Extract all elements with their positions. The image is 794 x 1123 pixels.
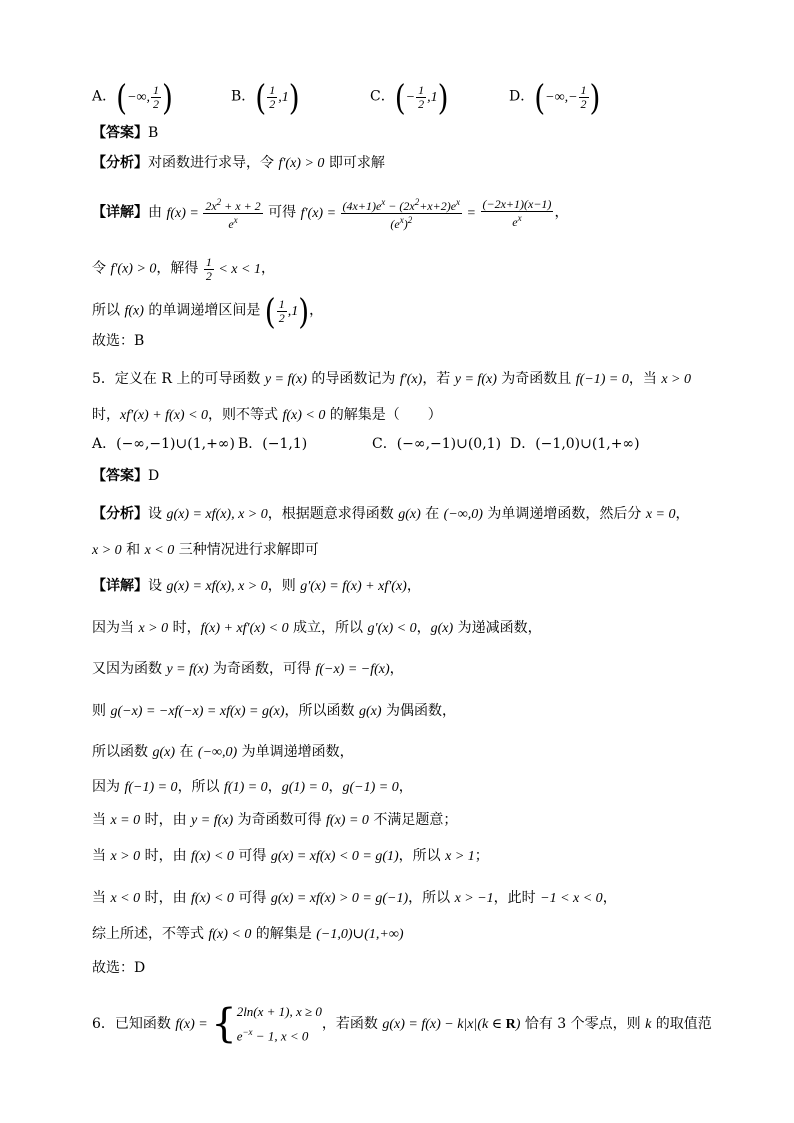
q5-option-a: A．(−∞,−1)∪(1,+∞) xyxy=(92,436,235,452)
q5-line6: 因为 f(−1) = 0，所以 f(1) = 0，g(1) = 0，g(−1) = 0， xyxy=(92,779,413,795)
q4-answer: 【答案】B xyxy=(92,125,159,141)
q5-line4: 则 g(−x) = −xf(−x) = xf(x) = g(x)，所以函数 g(x) 为偶函数， xyxy=(92,703,456,719)
q4-analysis: 【分析】对函数进行求导，令 f′(x) > 0 即可求解 xyxy=(92,155,385,171)
q4-line2: 令 f′(x) > 0，解得 $\frac{1}{2}$ < x < 1， xyxy=(92,255,275,283)
option-b: B．( $\frac{1}{2}$ ,1) xyxy=(231,76,300,118)
q5-option-c: C．(−∞,−1)∪(0,1) xyxy=(372,436,502,452)
q5-line10: 综上所述，不等式 f(x) < 0 的解集是 (−1,0)∪(1,+∞) xyxy=(92,926,404,942)
q5-line3: 又因为函数 y = f(x) 为奇函数，可得 f(−x) = −f(x)， xyxy=(92,661,404,677)
q4-line3: 所以 f(x) 的单调递增区间是 ( $\frac{1}{2}$ ,1)， xyxy=(92,290,324,332)
q4-choose: 故选：B xyxy=(92,333,145,349)
q5-analysis: 【分析】设 g(x) = xf(x), x > 0，根据题意求得函数 g(x) 在 (−∞,0) 为单调递增函数，然后分 x = 0， xyxy=(92,506,690,522)
q5-analysis-2: x > 0 和 x < 0 三种情况进行求解即可 xyxy=(92,542,319,558)
q5-line9: 当 x < 0 时，由 f(x) < 0 可得 g(x) = xf(x) > 0 = g(−1)，所以 x > −1，此时 −1 < x < 0， xyxy=(92,890,617,906)
q5-detail: 【详解】设 g(x) = xf(x), x > 0，则 g′(x) = f(x) + xf′(x)， xyxy=(92,578,421,594)
q5-option-b: B．(−1,1) xyxy=(238,436,308,452)
option-a: A．(−∞, $\frac{1}{2}$ ) xyxy=(92,76,173,118)
q5-stem: 5．定义在 R 上的可导函数 y = f(x) 的导函数记为 f′(x)，若 y = f(x) 为奇函数且 f(−1) = 0，当 x > 0 xyxy=(92,371,691,387)
q5-option-d: D．(−1,0)∪(1,+∞) xyxy=(510,436,640,452)
q5-line5: 所以函数 g(x) 在 (−∞,0) 为单调递增函数， xyxy=(92,744,354,760)
q6-stem: 6．已知函数 f(x) = { 2ln(x + 1), x ≥ 0 $e^{-x} - 1$, x < 0 ，若函数 g(x) = f(x) − k|x|(k ∈ R) 恰有 3 个零点，则 k 的取值范 xyxy=(92,1001,712,1048)
q5-choose: 故选：D xyxy=(92,960,146,976)
q5-stem-2: 时，xf′(x) + f(x) < 0，则不等式 f(x) < 0 的解集是（ ） xyxy=(92,407,442,423)
option-c: C．(− $\frac{1}{2}$ ,1) xyxy=(370,76,449,118)
q5-line2: 因为当 x > 0 时，f(x) + xf′(x) < 0 成立，所以 g′(x) < 0，g(x) 为递减函数， xyxy=(92,620,542,636)
q5-line7: 当 x = 0 时，由 y = f(x) 为奇函数可得 f(x) = 0 不满足题意； xyxy=(92,812,458,828)
q4-detail: 【详解】由 f(x) = $\frac{2x^2 + x + 2}{e^x}$ 可得 f′(x) = $\frac{(4x+1)e^x - (2x^2+x+2)e^x}{(e^x)^2}$ = $\frac{(-2x+1)(x-1)}{e^x}$ ， xyxy=(92,197,569,231)
q5-line8: 当 x > 0 时，由 f(x) < 0 可得 g(x) = xf(x) < 0 = g(1)，所以 x > 1； xyxy=(92,848,489,864)
q5-answer: 【答案】D xyxy=(92,468,160,484)
option-d: D．(−∞,− $\frac{1}{2}$ ) xyxy=(509,76,601,118)
